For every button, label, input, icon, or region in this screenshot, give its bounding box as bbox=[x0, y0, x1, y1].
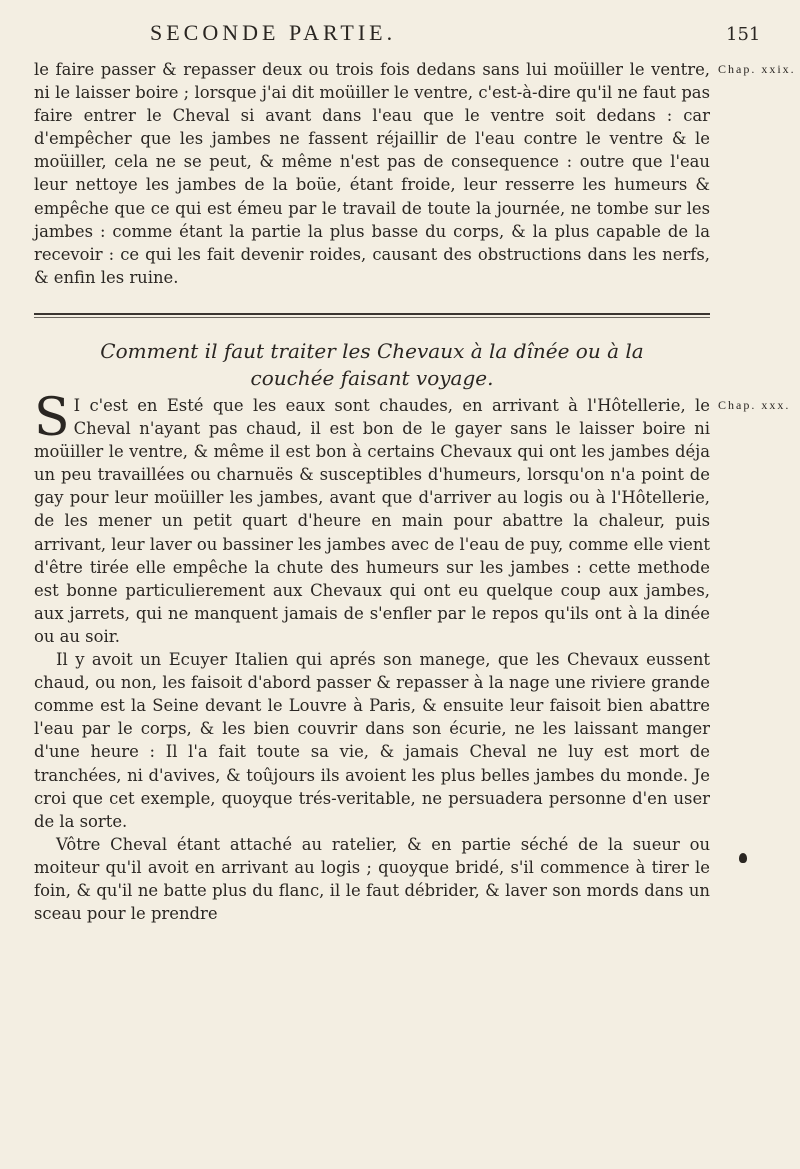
margin-note-chapter-29: Chap. xxix. bbox=[718, 62, 796, 76]
paragraph-main bbox=[34, 388, 710, 925]
paragraph-stable: Vôtre Cheval étant attaché au ratelier, & en partie séché de la sueur ou moiteur qu'il avoit en arrivant au logis ; quoyque bridé, s'il commence à tirer le foin, & qu'il ne batte plus du flanc, il le faut débrider, & laver son mords dans un sceau pour le prendre bbox=[34, 834, 710, 924]
ink-blot-icon bbox=[739, 853, 747, 863]
paragraph-italian-ecuyer: Il y avoit un Ecuyer Italien qui aprés son manege, que les Chevaux eussent chaud, ou non, les faisoit d'abord passer & repasser à la nage une riviere grande comme est la Seine devant le Louvre à Paris, & ensuite leur faisoit bien abattre l'eau par le corps, & les bien couvrir dans son écurie, ne les laissant manger d'une heure : Il l'a fait toute sa vie, & jamais Cheval ne luy est mort de tranchées, ni d'avives, & toûjours ils avoient les plus belles jambes du monde. Je croi que cet exemple, quoyque trés-veritable, ne persuadera personne d'en user de la sorte. bbox=[34, 650, 710, 831]
paragraph-continuation bbox=[34, 58, 710, 289]
page-number: 151 bbox=[726, 24, 761, 45]
section-heading bbox=[34, 338, 710, 392]
section-rule-thin bbox=[34, 317, 710, 318]
running-title: SECONDE PARTIE. bbox=[150, 20, 397, 45]
section-heading-line-2: couchée faisant voyage. bbox=[250, 366, 494, 390]
drop-cap: S bbox=[34, 388, 70, 448]
section-rule bbox=[34, 313, 710, 315]
margin-note-chapter-30: Chap. xxx. bbox=[718, 398, 791, 412]
paragraph-opening bbox=[34, 388, 710, 648]
running-header bbox=[0, 12, 800, 52]
paragraph-opening-text: I c'est en Esté que les eaux sont chaudes, en arrivant à l'Hôtellerie, le Cheval n'ayant pas chaud, il est bon de le gayer sans le laisser boire ni moüiller le ventre, & même il est bon à certains Chevaux qui ont les jambes déja un peu travaillées ou charnuës & susceptibles d'humeurs, lorsqu'on n'a point de gay pour leur moüiller les jambes, avant que d'arriver au logis ou à l'Hôtellerie, de les mener un petit quart d'heure en main pour abattre la chaleur, puis arrivant, leur laver ou bassiner les jambes avec de l'eau de puy, comme elle vient d'être tirée elle empêche la chute des humeurs sur les jambes : cette methode est bonne particulierement aux Chevaux qui ont eu quelque coup aux jambes, aux jarrets, qui ne manquent jamais de s'enfler par le repos qu'ils ont à la dinée ou au soir. bbox=[34, 396, 710, 646]
paragraph-text: le faire passer & repasser deux ou trois fois dedans sans lui moüiller le ventre, ni le laisser boire ; lorsque j'ai dit moüiller le ventre, c'est-à-dire qu'il ne faut pas faire entrer le Cheval si avant dans l'eau que le ventre soit dedans : car d'empêcher que les jambes ne fassent réjaillir de l'eau contre le ventre & le moüiller, cela ne se peut, & même n'est pas de consequence : outre que l'eau leur nettoye les jambes de la boüe, étant froide, leur resserre les humeurs & empêche que ce qui est émeu par le travail de toute la journée, ne tombe sur les jambes : comme étant la partie la plus basse du corps, & la plus capable de la recevoir : ce qui les fait devenir roides, causant des obstructions dans les nerfs, & enfin les ruine. bbox=[34, 60, 710, 287]
section-heading-line-1: Comment il faut traiter les Chevaux à la dînée ou à la bbox=[100, 339, 644, 363]
